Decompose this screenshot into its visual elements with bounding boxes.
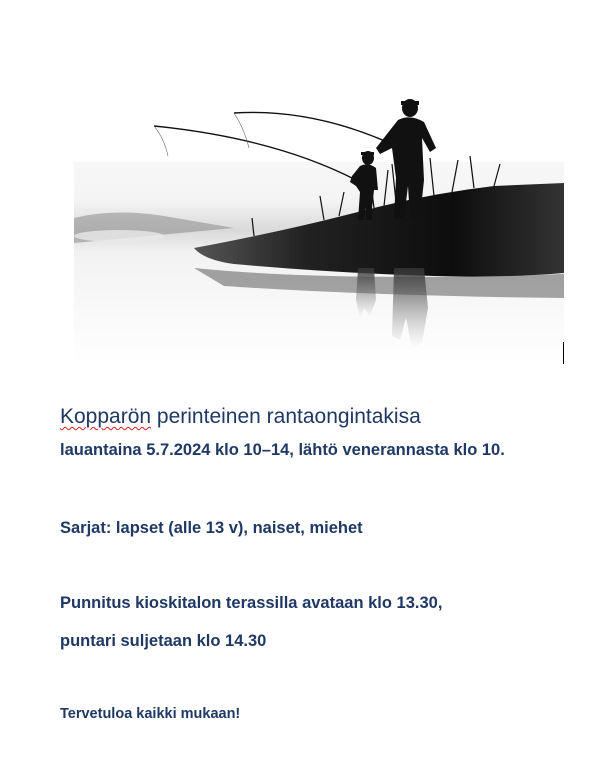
weighing-open-info: Punnitus kioskitalon terassilla avataan klo 13.30, (60, 594, 443, 612)
fishing-silhouette-image (74, 68, 564, 364)
event-title (60, 405, 421, 429)
event-date-time: lauantaina 5.7.2024 klo 10–14, lähtö venerannasta klo 10. (60, 441, 505, 459)
event-series: Sarjat: lapset (alle 13 v), naiset, miehet (60, 519, 363, 537)
welcome-text: Tervetuloa kaikki mukaan! (60, 706, 241, 722)
weighing-close-info: puntari suljetaan klo 14.30 (60, 632, 267, 650)
title-place-name: Kopparön (60, 405, 152, 428)
title-rest: perinteinen rantaongintakisa (151, 405, 421, 428)
